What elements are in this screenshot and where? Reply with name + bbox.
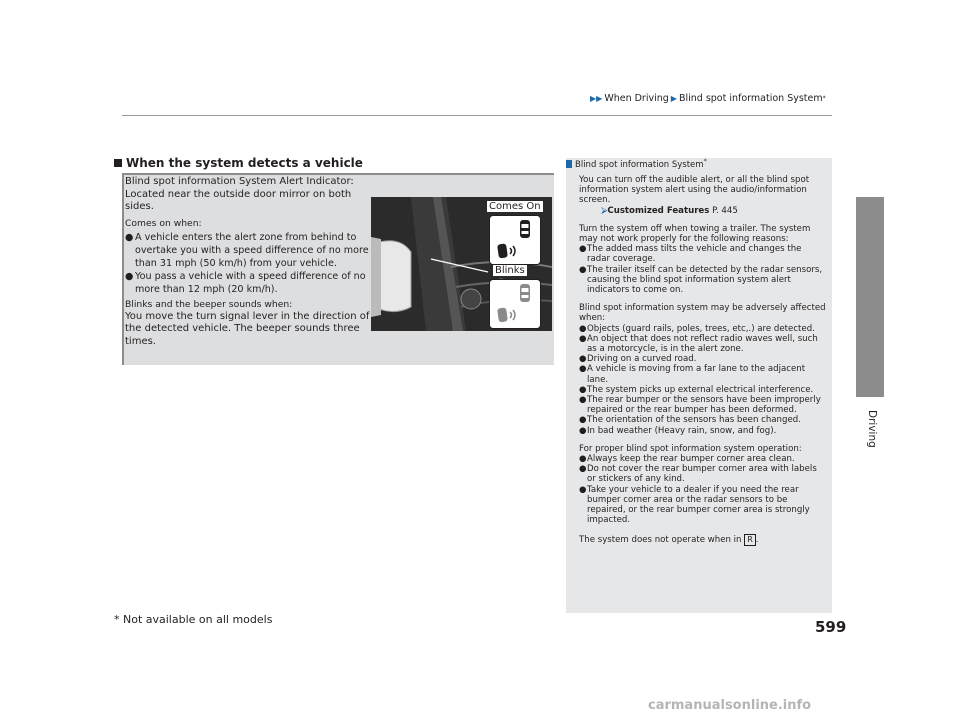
- list-item: ●The added mass tilts the vehicle and changes the radar coverage.: [579, 244, 802, 265]
- section-heading-text: When the system detects a vehicle: [126, 156, 363, 170]
- note-paragraph: The system does not operate when in R .: [579, 534, 759, 545]
- chapter-tab: [856, 197, 884, 397]
- blinks-label: Blinks and the beeper sounds when:: [125, 298, 293, 310]
- list-item: ●A vehicle is moving from a far lane to the adjacent lane.: [579, 364, 806, 385]
- note-list: [579, 244, 827, 295]
- vehicle-warning-icon: [490, 216, 540, 264]
- note-list: [579, 324, 827, 436]
- indicator-description: [125, 176, 370, 348]
- cross-reference-link[interactable]: ⮚Customized Features P. 445: [601, 205, 738, 216]
- footnote: * Not available on all models: [114, 613, 273, 626]
- vehicle-warning-blink-icon: [490, 280, 540, 328]
- breadcrumb: [590, 93, 826, 104]
- list-item: ● You pass a vehicle with a speed difference of no more than 12 mph (20 km/h).: [125, 270, 366, 295]
- list-item: ●Do not cover the rear bumper corner area with labels or stickers of any kind.: [579, 464, 817, 485]
- section-heading: [114, 156, 363, 170]
- note-marker-icon: [566, 160, 572, 168]
- note-body: [579, 175, 827, 554]
- indicator-title: Blind spot information System Alert Indicator: Located near the outside door mirror on both sides.: [125, 176, 354, 212]
- bullet-icon: ●: [125, 270, 134, 282]
- list-item: ●Take your vehicle to a dealer if you need the rear bumper corner area or the radar sensors to be repaired, or the rear bumper corner area is strongly impacted.: [579, 484, 810, 526]
- list-item: ●Always keep the rear bumper corner area clean.: [579, 454, 795, 465]
- list-item: ●The rear bumper or the sensors have been improperly repaired or the rear bumper has been deformed.: [579, 395, 821, 416]
- list-item: ● A vehicle enters the alert zone from behind to overtake you with a speed difference of no more than 31 mph (50 km/h) from your vehicle.: [125, 231, 369, 269]
- gear-r-icon: R: [744, 534, 756, 546]
- note-paragraph: Blind spot information system may be adversely affected when:: [579, 303, 826, 324]
- watermark: carmanualsonline.info: [648, 698, 812, 713]
- chapter-tab-label: [852, 410, 888, 460]
- comes-on-caption: Comes On: [489, 201, 541, 212]
- list-item: ●An object that does not reflect radio waves well, such as a motorcycle, is in the alert zone.: [579, 333, 818, 355]
- breadcrumb-item-when-driving[interactable]: When Driving: [604, 93, 669, 104]
- indicator-on-callout: [489, 215, 541, 265]
- breadcrumb-arrow-icon: ▶▶: [590, 94, 603, 103]
- box-left-rule: [122, 173, 124, 365]
- chapter-tab-text: Driving: [866, 410, 878, 448]
- list-item: ●Driving on a curved road.: [579, 354, 697, 365]
- list-item: ●The system picks up external electrical interference.: [579, 384, 814, 395]
- list-item: ●The orientation of the sensors has been changed.: [579, 415, 801, 426]
- box-top-rule: [122, 173, 554, 175]
- breadcrumb-item-blind-spot[interactable]: Blind spot information System: [678, 93, 823, 104]
- comes-on-list: [125, 231, 370, 296]
- list-item: ●The trailer itself can be detected by the radar sensors, causing the blind spot information system alert indicators to come on.: [579, 264, 823, 296]
- note-title: Blind spot information System*: [566, 158, 707, 170]
- bullet-icon: ●: [125, 231, 134, 243]
- indicator-blink-callout: [489, 279, 541, 329]
- note-list: [579, 454, 827, 525]
- mirror-indicator-illustration: [371, 197, 552, 331]
- blinks-text: You move the turn signal lever in the direction of the detected vehicle. The beeper sounds three times.: [125, 310, 370, 347]
- reference-arrow-icon: ⮚: [601, 205, 608, 216]
- list-item: ●In bad weather (Heavy rain, snow, and fog).: [579, 425, 777, 436]
- comes-on-label: Comes on when:: [125, 217, 202, 229]
- header-divider: [122, 115, 832, 116]
- list-item: ●Objects (guard rails, poles, trees, etc,.) are detected.: [579, 323, 815, 334]
- breadcrumb-arrow-icon: ▶: [670, 94, 677, 103]
- page-number: 599: [815, 618, 847, 636]
- note-paragraph: For proper blind spot information system operation:: [579, 443, 802, 454]
- blinks-caption: Blinks: [495, 265, 525, 276]
- heading-square-icon: [114, 159, 122, 167]
- note-paragraph: Turn the system off when towing a trailer. The system may not work properly for the following reasons:: [579, 223, 811, 245]
- breadcrumb-asterisk: *: [822, 95, 826, 102]
- note-paragraph: You can turn off the audible alert, or all the blind spot information system alert using the audio/information screen. ⮚Customized Features P. 445: [579, 175, 827, 216]
